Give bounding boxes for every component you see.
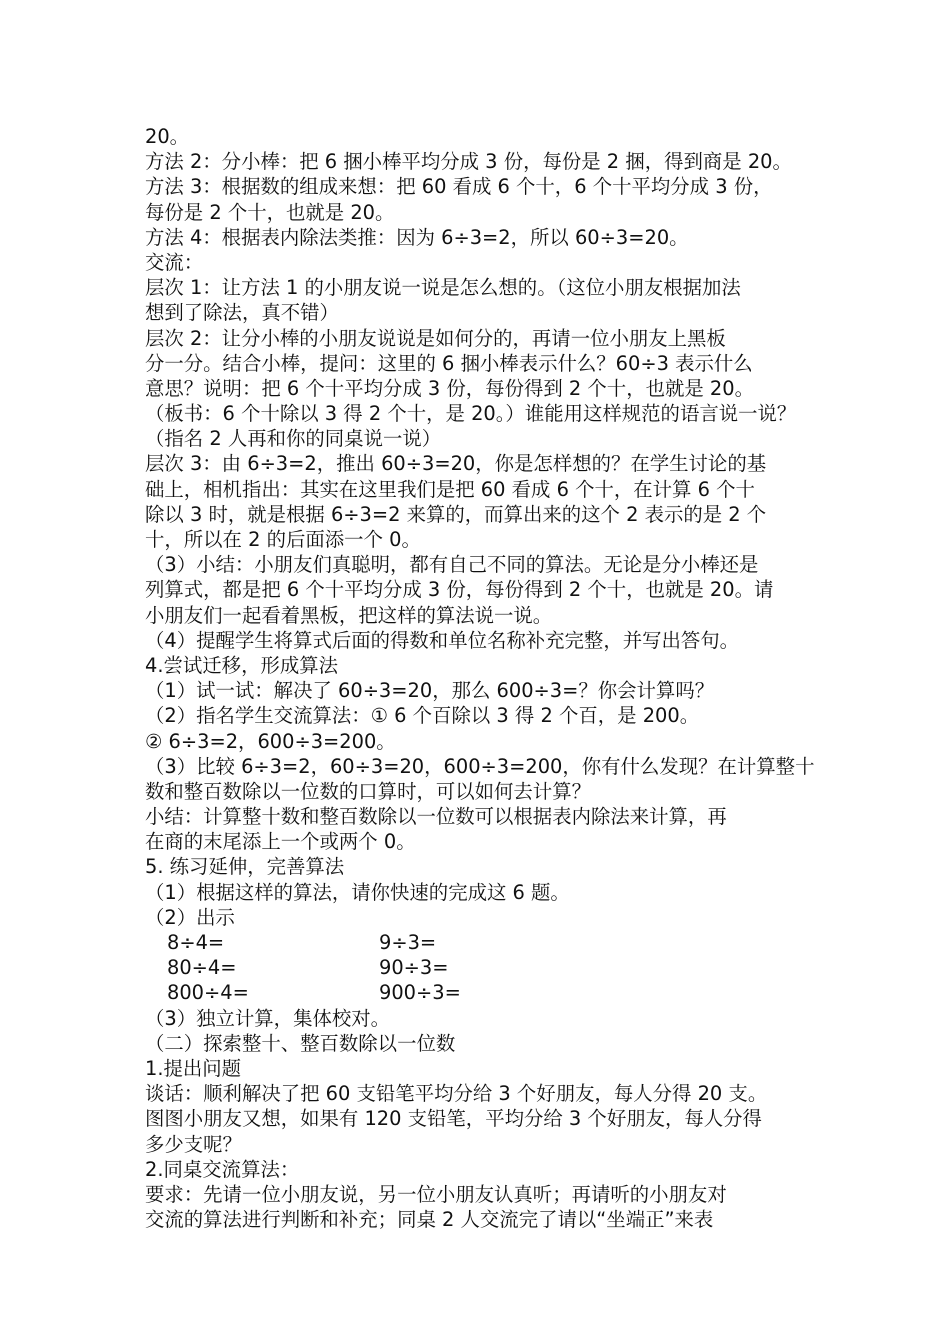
text-line: （3）独立计算，集体校对。	[145, 1006, 391, 1030]
exercise-item: 90÷3=	[379, 956, 449, 980]
text-line: （板书：6 个十除以 3 得 2 个十，是 20。）谁能用这样规范的语言说一说？	[145, 402, 797, 426]
text-line: 每份是 2 个十，也就是 20。	[145, 200, 395, 224]
text-line: （3）小结：小朋友们真聪明，都有自己不同的算法。无论是分小棒还是	[145, 553, 759, 577]
text-line: 在商的末尾添上一个或两个 0。	[145, 830, 416, 854]
text-line: 层次 1：让方法 1 的小朋友说一说是怎么想的。（这位小朋友根据加法	[145, 276, 741, 300]
text-line: （2）出示	[145, 905, 235, 929]
exercise-grid	[145, 930, 825, 1006]
text-line: 交流：	[145, 250, 204, 274]
text-block-before	[145, 124, 825, 930]
text-line: 方法 4：根据表内除法类推：因为 6÷3=2，所以 60÷3=20。	[145, 225, 689, 249]
exercise-item: 80÷4=	[167, 956, 237, 980]
text-line: 5. 练习延伸，完善算法	[145, 855, 345, 879]
text-line: 除以 3 时，就是根据 6÷3=2 来算的，而算出来的这个 2 表示的是 2 个	[145, 502, 767, 526]
text-line: ② 6÷3=2，600÷3=200。	[145, 729, 396, 753]
text-line: （3）比较 6÷3=2，60÷3=20，600÷3=200，你有什么发现？在计算整十	[145, 754, 815, 778]
text-line: 十，所以在 2 的后面添一个 0。	[145, 528, 421, 551]
text-line: （二）探索整十、整百数除以一位数	[145, 1031, 456, 1055]
text-line: （1）试一试：解决了 60÷3=20，那么 600÷3=？你会计算吗？	[145, 679, 715, 703]
text-line: （1）根据这样的算法，请你快速的完成这 6 题。	[145, 880, 570, 904]
document-page	[145, 124, 825, 1232]
exercise-item: 900÷3=	[379, 981, 461, 1005]
text-line: 层次 3：由 6÷3=2，推出 60÷3=20，你是怎样想的？在学生讨论的基	[145, 452, 767, 476]
text-line: 数和整百数除以一位数的口算时，可以如何去计算？	[145, 779, 591, 803]
text-line: 方法 3：根据数的组成来想：把 60 看成 6 个十，6 个十平均分成 3 份，	[145, 175, 773, 199]
text-line: 20。	[145, 125, 190, 148]
text-line: 础上，相机指出：其实在这里我们是把 60 看成 6 个十，在计算 6 个十	[145, 477, 755, 501]
text-line: 意思？说明：把 6 个十平均分成 3 份，每份得到 2 个十，也就是 20。	[145, 376, 754, 400]
exercise-item: 8÷4=	[167, 931, 225, 954]
exercise-item: 9÷3=	[379, 931, 437, 954]
text-line: （4）提醒学生将算式后面的得数和单位名称补充完整，并写出答句。	[145, 628, 740, 652]
text-line: （2）指名学生交流算法：① 6 个百除以 3 得 2 个百，是 200。	[145, 704, 700, 728]
text-line: 图图小朋友又想，如果有 120 支铅笔，平均分给 3 个好朋友，每人分得	[145, 1107, 762, 1131]
text-line: 想到了除法，真不错）	[145, 301, 339, 325]
text-line: 分一分。结合小棒，提问：这里的 6 捆小棒表示什么？60÷3 表示什么	[145, 351, 753, 375]
text-line: 要求：先请一位小朋友说，另一位小朋友认真听；再请听的小朋友对	[145, 1182, 727, 1206]
text-line: 方法 2：分小棒：把 6 捆小棒平均分成 3 份，每份是 2 捆，得到商是 20。	[145, 150, 792, 174]
text-line: 2.同桌交流算法：	[145, 1157, 300, 1181]
text-line: 1.提出问题	[145, 1056, 242, 1080]
text-line: 交流的算法进行判断和补充；同桌 2 人交流完了请以“坐端正”来表	[145, 1208, 714, 1232]
text-line: 层次 2：让分小棒的小朋友说说是如何分的，再请一位小朋友上黑板	[145, 326, 726, 350]
text-block-after	[145, 1006, 825, 1233]
text-line: 列算式，都是把 6 个十平均分成 3 份，每份得到 2 个十，也就是 20。请	[145, 578, 774, 602]
exercise-item: 800÷4=	[167, 981, 249, 1005]
text-line: 小结：计算整十数和整百数除以一位数可以根据表内除法来计算，再	[145, 805, 727, 829]
text-line: 小朋友们一起看着黑板，把这样的算法说一说。	[145, 603, 553, 627]
text-line: 谈话：顺利解决了把 60 支铅笔平均分给 3 个好朋友，每人分得 20 支。	[145, 1082, 768, 1106]
text-line: 多少支呢？	[145, 1132, 242, 1156]
text-line: （指名 2 人再和你的同桌说一说）	[145, 427, 442, 451]
text-line: 4.尝试迁移，形成算法	[145, 653, 339, 677]
